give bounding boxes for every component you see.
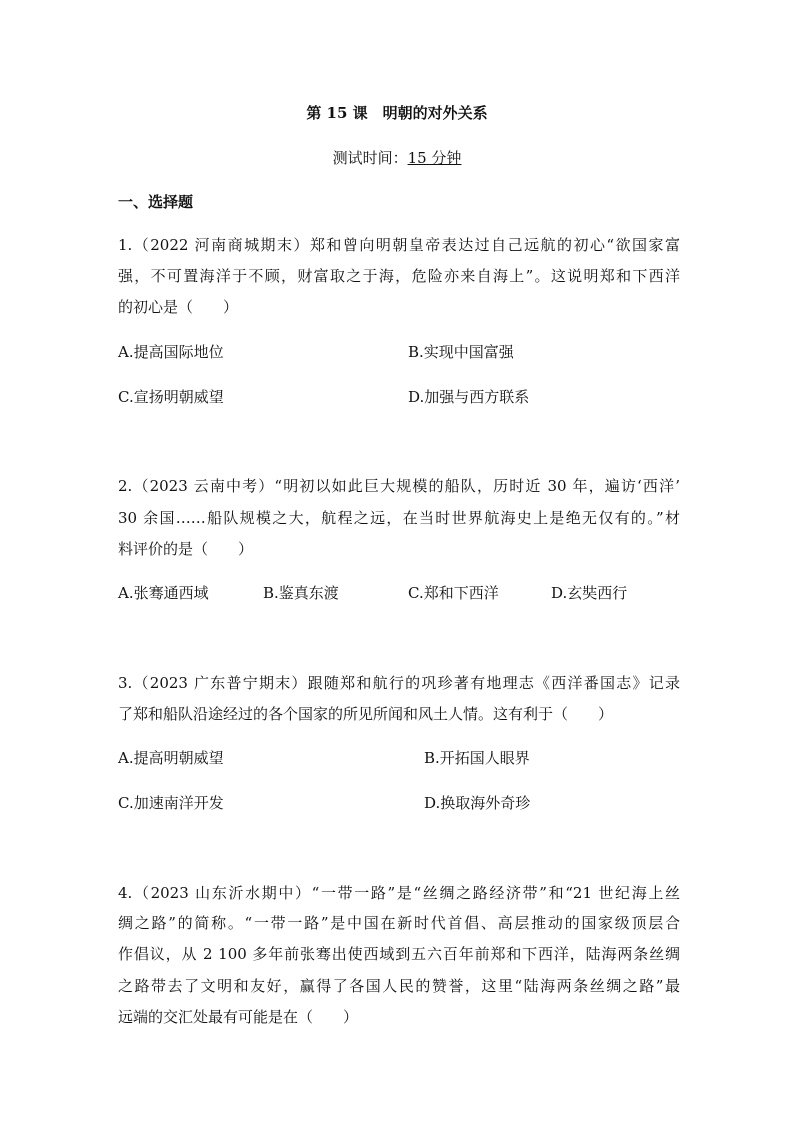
question-1-line-2: 强，不可置海洋于不顾，财富取之于海，危险亦来自海上”。这说明郑和下西洋 — [118, 267, 680, 285]
option-1b: B.实现中国富强 — [408, 343, 514, 361]
question-4-line-4: 之路带去了文明和友好，赢得了各国人民的赞誉，这里“陆海两条丝绸之路”最 — [118, 977, 680, 995]
option-3c: C.加速南洋开发 — [118, 794, 224, 812]
option-2d: D.玄奘西行 — [551, 584, 628, 602]
test-time-label: 测试时间： — [332, 149, 408, 167]
section-heading: 一、选择题 — [118, 193, 194, 211]
question-4-line-5: 远端的交汇处最有可能是在（ ） — [118, 1008, 359, 1026]
option-2c: C.郑和下西洋 — [408, 584, 499, 602]
test-time — [0, 147, 794, 168]
question-1-line-3: 的初心是（ ） — [118, 298, 239, 316]
option-1d: D.加强与西方联系 — [408, 388, 530, 406]
option-2a: A.张骞通西域 — [118, 584, 209, 602]
question-2-line-2: 30 余国……船队规模之大，航程之远，在当时世界航海史上是绝无仅有的。”材 — [118, 509, 680, 527]
question-3-line-1: 3.（2023 广东普宁期末）跟随郑和航行的巩珍著有地理志《西洋番国志》记录 — [118, 674, 680, 692]
question-4-line-3: 作倡议，从 2 100 多年前张骞出使西域到五六百年前郑和下西洋，陆海两条丝绸 — [118, 945, 680, 963]
question-2-line-3: 料评价的是（ ） — [118, 540, 254, 558]
option-3a: A.提高明朝威望 — [118, 749, 224, 767]
question-2-line-1: 2.（2023 云南中考）“明初以如此巨大规模的船队，历时近 30 年，遍访‘西洋’ — [118, 477, 680, 495]
page-title: 第 15 课 明朝的对外关系 — [306, 104, 488, 122]
option-1c: C.宣扬明朝威望 — [118, 388, 224, 406]
option-3b: B.开拓国人眼界 — [424, 749, 530, 767]
option-2b: B.鉴真东渡 — [263, 584, 339, 602]
question-3-line-2: 了郑和船队沿途经过的各个国家的所见所闻和风土人情。这有利于（ ） — [118, 705, 614, 723]
question-4-line-1: 4.（2023 山东沂水期中）“一带一路”是“丝绸之路经济带”和“21 世纪海上丝 — [118, 884, 680, 902]
option-1a: A.提高国际地位 — [118, 343, 224, 361]
option-3d: D.换取海外奇珍 — [424, 794, 531, 812]
test-time-value: 15 分钟 — [407, 149, 462, 167]
question-4-line-2: 绸之路”的简称。“一带一路”是中国在新时代首倡、高层推动的国家级顶层合 — [118, 914, 680, 932]
question-1-line-1: 1.（2022 河南商城期末）郑和曾向明朝皇帝表达过自己远航的初心“欲国家富 — [118, 236, 680, 254]
